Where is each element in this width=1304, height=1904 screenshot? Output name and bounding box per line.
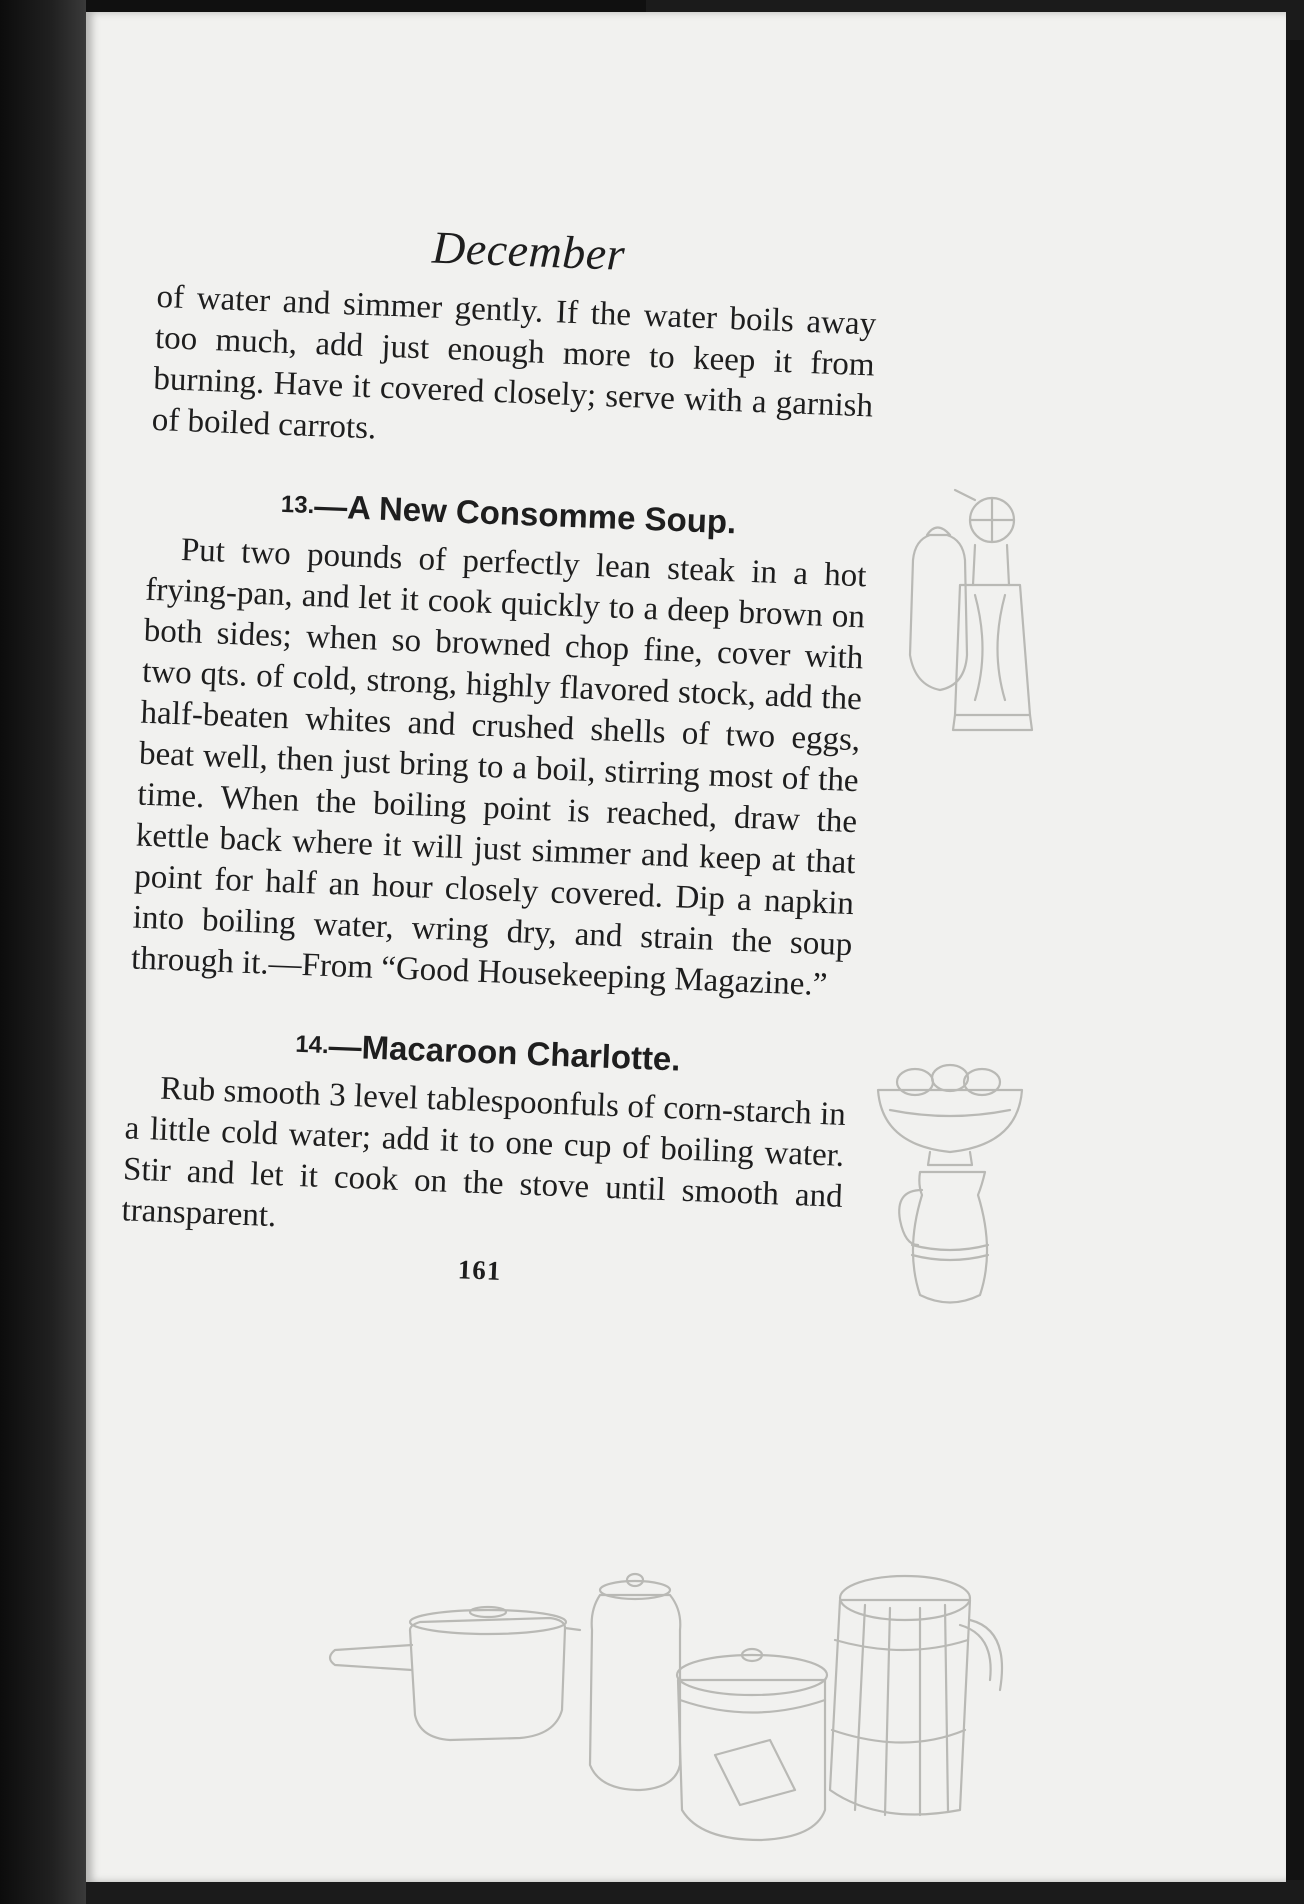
running-head: December [431,221,627,280]
recipe-14-title-text: —Macaroon Charlotte. [327,1027,682,1078]
covered-crock-icon [677,1649,827,1840]
book-spine [0,0,86,1904]
recipe-13-body: Put two pounds of perfectly lean steak in a hot frying-pan, and let it cook quickly to a deep brown on both sides; when so browned chop fine, cover with two qts. of cold, strong, highly flavored stock, add the half-beaten whites and crushed shells of two eggs, beat well, then just bring to a boil, stirring most of the time. When the boiling point is reached, draw the kettle back where it will just simmer and keep at that point for half an hour closely covered. Dip a napkin into boiling water, wring dry, and strain the soup through it.—From “Good Housekeeping Magazine.” [130,532,868,1004]
recipe-13-title-text: —A New Consomme Soup. [313,487,738,541]
recipe-14-body: Rub smooth 3 level tablespoonfuls of corn-starch in a little cold water; add it to one cup of boiling water. Stir and let it cook on the stove until smooth and transparent. [120,1070,847,1235]
crock-jar-icon [590,1574,680,1790]
recipe-14-number: 14. [294,1030,330,1060]
wooden-bucket-icon [830,1576,1002,1815]
continuation-paragraph: of water and simmer gently. If the water boils away too much, add just enough more to keep it from burning. Have it covered closely; serve with a garnish of boiled carrots. [151,278,877,447]
page-number: 161 [457,1254,502,1286]
page-right-edge [1286,40,1304,1880]
bowl-of-eggs-and-pitcher-icon [870,1060,1030,1320]
text-block [119,210,879,1300]
saucepan-icon [330,1607,580,1740]
cookware-group [320,1550,1040,1850]
recipe-13-number: 13. [280,490,315,520]
egg-beater-and-jar-icon [895,485,1045,745]
